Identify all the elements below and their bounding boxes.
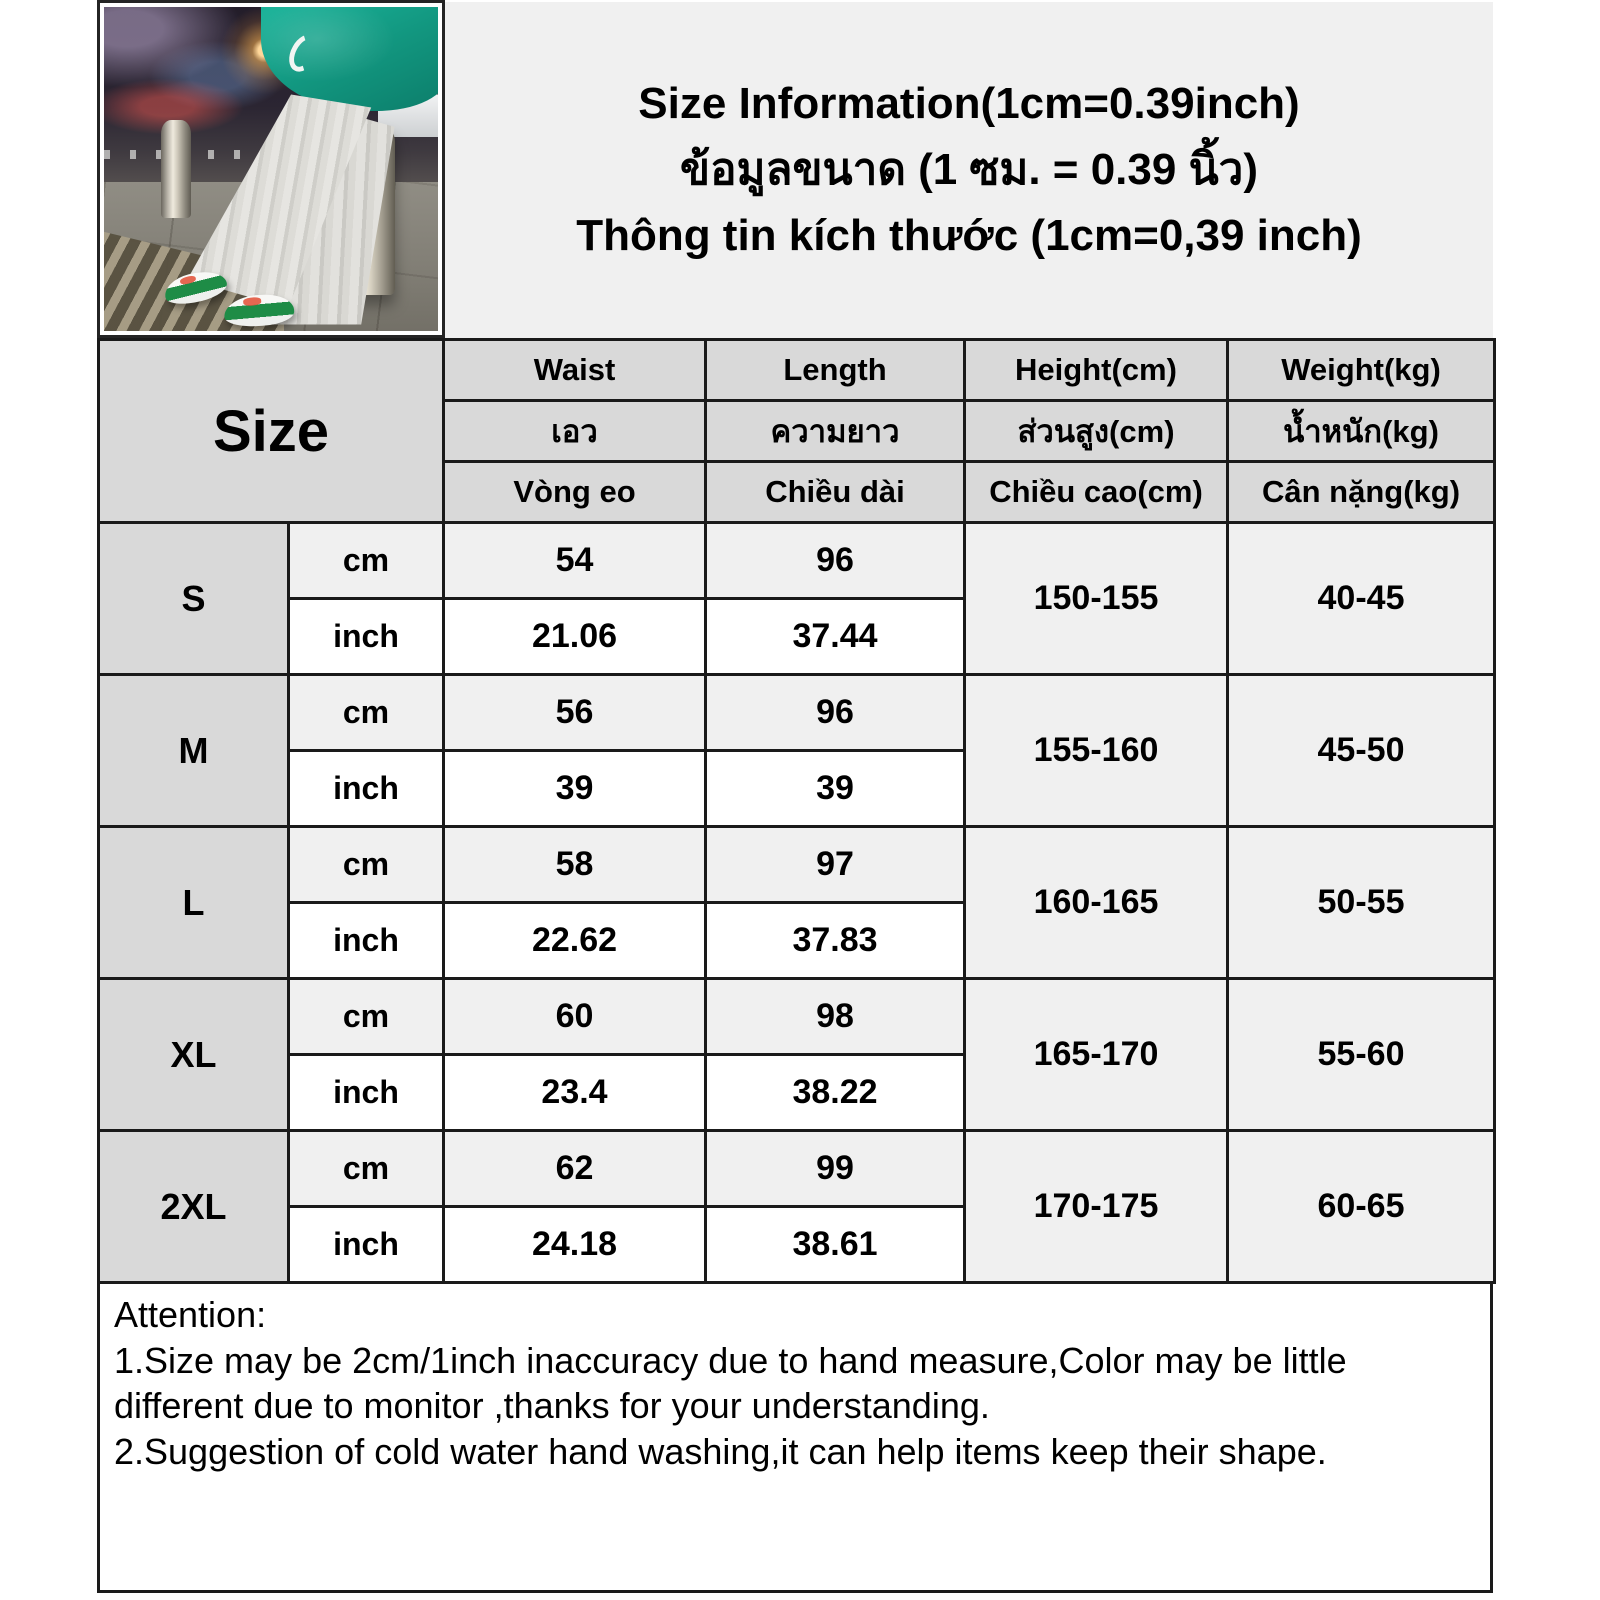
length-inch-xl: 38.22 [706, 1055, 965, 1131]
waist-cm-m: 56 [444, 675, 706, 751]
col-header-length-en: Length [706, 340, 965, 401]
col-header-waist-en: Waist [444, 340, 706, 401]
waist-cm-xl: 60 [444, 979, 706, 1055]
length-cm-xl: 98 [706, 979, 965, 1055]
col-header-height-vi: Chiều cao(cm) [965, 462, 1228, 523]
unit-cm: cm [289, 1131, 444, 1207]
height-range-2xl: 170-175 [965, 1131, 1228, 1283]
length-inch-l: 37.83 [706, 903, 965, 979]
unit-inch: inch [289, 903, 444, 979]
unit-cm: cm [289, 827, 444, 903]
unit-inch: inch [289, 1207, 444, 1283]
col-header-height-en: Height(cm) [965, 340, 1228, 401]
unit-inch: inch [289, 751, 444, 827]
unit-inch: inch [289, 599, 444, 675]
height-range-m: 155-160 [965, 675, 1228, 827]
weight-range-2xl: 60-65 [1228, 1131, 1495, 1283]
col-header-waist-vi: Vòng eo [444, 462, 706, 523]
attention-note-2: 2.Suggestion of cold water hand washing,it can help items keep their shape. [114, 1431, 1327, 1473]
size-label-s: S [99, 523, 289, 675]
waist-inch-2xl: 24.18 [444, 1207, 706, 1283]
col-header-weight-th: น้ำหนัก(kg) [1228, 401, 1495, 462]
size-label-xl: XL [99, 979, 289, 1131]
attention-note-1: 1.Size may be 2cm/1inch inaccuracy due to hand measure,Color may be little different due to monitor ,thanks for your understanding. [114, 1339, 1347, 1427]
length-inch-s: 37.44 [706, 599, 965, 675]
col-header-height-th: ส่วนสูง(cm) [965, 401, 1228, 462]
product-photo [97, 0, 445, 338]
height-range-l: 160-165 [965, 827, 1228, 979]
waist-cm-2xl: 62 [444, 1131, 706, 1207]
length-inch-2xl: 38.61 [706, 1207, 965, 1283]
size-label-l: L [99, 827, 289, 979]
length-cm-m: 96 [706, 675, 965, 751]
length-cm-s: 96 [706, 523, 965, 599]
waist-cm-s: 54 [444, 523, 706, 599]
waist-inch-m: 39 [444, 751, 706, 827]
waist-inch-s: 21.06 [444, 599, 706, 675]
length-inch-m: 39 [706, 751, 965, 827]
size-header-cell: Size [99, 340, 444, 523]
page-title-vi: Thông tin kích thước (1cm=0,39 inch) [576, 211, 1362, 261]
weight-range-l: 50-55 [1228, 827, 1495, 979]
col-header-length-vi: Chiều dài [706, 462, 965, 523]
page-title-th: ข้อมูลขนาด (1 ซม. = 0.39 นิ้ว) [679, 144, 1258, 194]
col-header-length-th: ความยาว [706, 401, 965, 462]
unit-cm: cm [289, 523, 444, 599]
steel-bollard-back [161, 120, 191, 217]
size-label-2xl: 2XL [99, 1131, 289, 1283]
waist-inch-xl: 23.4 [444, 1055, 706, 1131]
size-label-m: M [99, 675, 289, 827]
height-range-xl: 165-170 [965, 979, 1228, 1131]
col-header-waist-th: เอว [444, 401, 706, 462]
size-table [97, 338, 1496, 1284]
weight-range-m: 45-50 [1228, 675, 1495, 827]
weight-range-s: 40-45 [1228, 523, 1495, 675]
length-cm-l: 97 [706, 827, 965, 903]
unit-cm: cm [289, 979, 444, 1055]
product-photo-scene [104, 7, 438, 331]
unit-cm: cm [289, 675, 444, 751]
waist-inch-l: 22.62 [444, 903, 706, 979]
height-range-s: 150-155 [965, 523, 1228, 675]
col-header-weight-vi: Cân nặng(kg) [1228, 462, 1495, 523]
attention-heading: Attention: [114, 1294, 267, 1335]
length-cm-2xl: 99 [706, 1131, 965, 1207]
attention-box [97, 1281, 1493, 1593]
unit-inch: inch [289, 1055, 444, 1131]
col-header-weight-en: Weight(kg) [1228, 340, 1495, 401]
weight-range-xl: 55-60 [1228, 979, 1495, 1131]
page-title-en: Size Information(1cm=0.39inch) [638, 78, 1300, 128]
title-band [445, 2, 1493, 338]
waist-cm-l: 58 [444, 827, 706, 903]
